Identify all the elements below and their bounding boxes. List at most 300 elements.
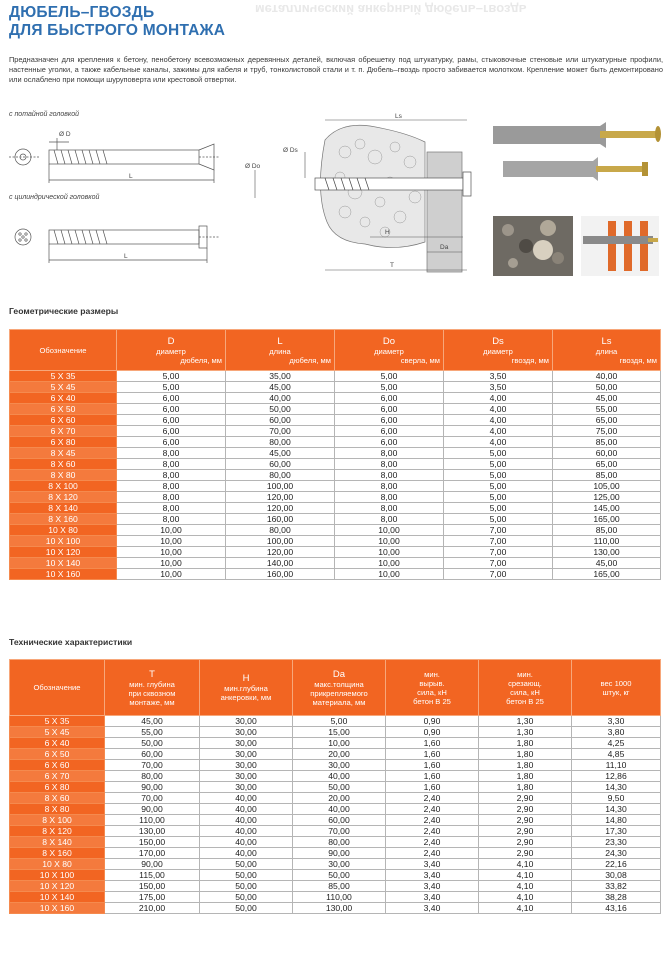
value-cell: 50,00 [226,404,335,415]
dowel-photo-1 [493,122,661,148]
value-cell: 105,00 [553,481,661,492]
value-cell: 6,00 [117,415,226,426]
value-cell: 30,00 [200,749,293,760]
value-cell: 40,00 [200,815,293,826]
dim-l-bottom: L [124,253,128,260]
technical-header-row [10,660,661,716]
value-cell: 4,00 [444,426,553,437]
value-cell: 10,00 [117,569,226,580]
value-cell: 6,00 [117,393,226,404]
value-cell: 4,85 [572,749,661,760]
value-cell: 35,00 [226,371,335,382]
table-row [10,393,661,404]
designation-cell: 6 Х 40 [10,393,117,404]
value-cell: 125,00 [553,492,661,503]
value-cell: 2,90 [479,804,572,815]
designation-cell: 8 Х 140 [10,837,105,848]
designation-cell: 6 Х 60 [10,415,117,426]
value-cell: 1,60 [386,760,479,771]
header-line: монтаже, мм [129,697,175,707]
value-cell: 100,00 [226,481,335,492]
value-cell: 9,50 [572,793,661,804]
value-cell: 90,00 [105,859,200,870]
value-cell: 40,00 [293,804,386,815]
header-line: штук, кг [602,687,630,697]
header-line: Обозначение [33,683,81,692]
value-cell: 8,00 [335,481,444,492]
value-cell: 5,00 [444,448,553,459]
value-cell: 7,00 [444,547,553,558]
header-line: сила, кН [417,687,447,697]
designation-cell: 6 Х 50 [10,404,117,415]
value-cell: 8,00 [335,448,444,459]
value-cell: 150,00 [105,881,200,892]
table-row [10,793,661,804]
designation-cell: 10 Х 100 [10,870,105,881]
value-cell: 50,00 [293,870,386,881]
value-cell: 8,00 [117,459,226,470]
table-row [10,514,661,525]
header-line: анкеровки, мм [220,693,272,702]
dim-d-top: Ø D [59,131,71,138]
value-cell: 1,60 [386,782,479,793]
table-row [10,470,661,481]
mirrored-ghost-text: металлический анкерный дюбель–гвоздь [255,2,527,17]
designation-cell: 6 Х 70 [10,426,117,437]
value-cell: 4,25 [572,738,661,749]
table-row [10,492,661,503]
value-cell: 70,00 [105,793,200,804]
technical-header-cell [293,660,386,716]
value-cell: 100,00 [226,536,335,547]
value-cell: 10,00 [335,558,444,569]
value-cell: 5,00 [117,382,226,393]
table-row [10,881,661,892]
header-symbol: T [149,668,155,680]
value-cell: 2,90 [479,815,572,826]
value-cell: 20,00 [293,749,386,760]
header-line: срезающ. [508,678,542,688]
table-row [10,738,661,749]
value-cell: 8,00 [335,470,444,481]
designation-cell: 10 Х 80 [10,525,117,536]
header-line: вырыв. [419,678,445,688]
designation-cell: 10 Х 140 [10,558,117,569]
value-cell: 5,00 [444,459,553,470]
value-cell: 30,00 [200,760,293,771]
designation-cell: 10 Х 140 [10,892,105,903]
value-cell: 130,00 [553,547,661,558]
designation-cell: 5 Х 45 [10,727,105,738]
header-line: диаметр [374,346,404,356]
value-cell: 6,00 [335,404,444,415]
value-cell: 8,00 [335,492,444,503]
table-row [10,716,661,727]
value-cell: 50,00 [200,903,293,914]
designation-cell: 6 Х 70 [10,771,105,782]
value-cell: 6,00 [335,393,444,404]
designation-cell: 8 Х 140 [10,503,117,514]
value-cell: 3,40 [386,903,479,914]
value-cell: 50,00 [200,892,293,903]
value-cell: 4,10 [479,881,572,892]
title-line-1: ДЮБЕЛЬ–ГВОЗДЬ [9,4,155,21]
value-cell: 1,30 [479,727,572,738]
header-line: вес 1000 [600,678,632,688]
header-line: дюбеля, мм [180,355,222,365]
table-row [10,727,661,738]
value-cell: 10,00 [293,738,386,749]
header-symbol: L [277,335,283,347]
value-cell: 1,80 [479,771,572,782]
value-cell: 43,16 [572,903,661,914]
value-cell: 30,08 [572,870,661,881]
header-line: макс.толщина [314,679,364,689]
value-cell: 10,00 [117,558,226,569]
value-cell: 2,90 [479,848,572,859]
value-cell: 50,00 [553,382,661,393]
value-cell: 80,00 [293,837,386,848]
value-cell: 50,00 [200,870,293,881]
value-cell: 2,40 [386,815,479,826]
dim-t: T [390,262,394,269]
header-line: гвоздя, мм [511,355,549,365]
value-cell: 5,00 [293,716,386,727]
value-cell: 5,00 [335,382,444,393]
designation-cell: 8 Х 60 [10,793,105,804]
header-symbol: Ds [492,335,504,347]
designation-cell: 6 Х 80 [10,437,117,448]
table-row [10,371,661,382]
value-cell: 5,00 [444,470,553,481]
value-cell: 14,30 [572,782,661,793]
table-row [10,826,661,837]
value-cell: 4,00 [444,404,553,415]
value-cell: 8,00 [335,459,444,470]
designation-cell: 10 Х 160 [10,569,117,580]
table-row [10,503,661,514]
value-cell: 40,00 [200,837,293,848]
value-cell: 22,16 [572,859,661,870]
value-cell: 65,00 [553,415,661,426]
dim-h: H [385,229,390,236]
value-cell: 55,00 [105,727,200,738]
table-row [10,525,661,536]
technical-header-cell [200,660,293,716]
header-line: мин. [517,669,533,679]
header-line: длина [269,346,291,356]
value-cell: 4,10 [479,859,572,870]
value-cell: 33,82 [572,881,661,892]
geometry-header-row [10,330,661,371]
value-cell: 1,80 [479,760,572,771]
value-cell: 90,00 [293,848,386,859]
title-line-2: ДЛЯ БЫСТРОГО МОНТАЖА [9,22,226,39]
value-cell: 3,40 [386,881,479,892]
value-cell: 45,00 [226,382,335,393]
value-cell: 6,00 [117,404,226,415]
table-row [10,859,661,870]
value-cell: 3,80 [572,727,661,738]
value-cell: 10,00 [117,547,226,558]
header-line: сила, кН [510,687,540,697]
header-symbol: D [167,335,175,347]
value-cell: 55,00 [553,404,661,415]
dim-da: Da [440,244,449,251]
table-row [10,481,661,492]
geometry-header-cell [335,330,444,371]
designation-cell: 10 Х 100 [10,536,117,547]
value-cell: 120,00 [226,503,335,514]
concrete-sample-photo [493,216,573,276]
geometry-header-cell [117,330,226,371]
table-row [10,760,661,771]
value-cell: 3,40 [386,870,479,881]
value-cell: 110,00 [105,815,200,826]
value-cell: 7,00 [444,525,553,536]
value-cell: 1,80 [479,782,572,793]
value-cell: 5,00 [444,481,553,492]
designation-cell: 5 Х 45 [10,382,117,393]
value-cell: 1,80 [479,738,572,749]
value-cell: 30,00 [200,782,293,793]
value-cell: 8,00 [117,503,226,514]
designation-cell: 8 Х 120 [10,492,117,503]
value-cell: 7,00 [444,558,553,569]
value-cell: 23,30 [572,837,661,848]
header-line: бетон В 25 [413,696,451,706]
value-cell: 17,30 [572,826,661,837]
header-line: мин. [424,669,440,679]
table-row [10,848,661,859]
value-cell: 75,00 [553,426,661,437]
header-symbol: Do [382,335,396,347]
designation-cell: 5 Х 35 [10,716,105,727]
designation-cell: 8 Х 80 [10,804,105,815]
dim-ds: Ø Ds [283,147,298,154]
value-cell: 30,00 [200,771,293,782]
installed-dowel-photo [581,216,659,276]
value-cell: 12,86 [572,771,661,782]
table-row [10,903,661,914]
header-symbol: H [242,673,250,684]
technical-header-cell [10,660,105,716]
technical-section-title: Технические характеристики [9,637,133,647]
value-cell: 6,00 [335,437,444,448]
value-cell: 5,00 [444,503,553,514]
value-cell: 170,00 [105,848,200,859]
designation-cell: 8 Х 80 [10,470,117,481]
product-photos [488,118,663,278]
cylinder-dowel-drawing [15,226,219,263]
value-cell: 1,60 [386,749,479,760]
value-cell: 60,00 [105,749,200,760]
value-cell: 5,00 [117,371,226,382]
value-cell: 6,00 [335,426,444,437]
value-cell: 4,10 [479,892,572,903]
table-row [10,815,661,826]
designation-cell: 6 Х 80 [10,782,105,793]
value-cell: 50,00 [200,881,293,892]
value-cell: 0,90 [386,727,479,738]
value-cell: 0,90 [386,716,479,727]
value-cell: 8,00 [117,492,226,503]
value-cell: 85,00 [293,881,386,892]
value-cell: 7,00 [444,569,553,580]
geometry-header-cell [444,330,553,371]
value-cell: 40,00 [226,393,335,404]
value-cell: 2,40 [386,826,479,837]
value-cell: 5,00 [444,514,553,525]
value-cell: 80,00 [105,771,200,782]
header-line: прикрепляемого [310,688,368,698]
value-cell: 2,90 [479,826,572,837]
geometry-header-cell [553,330,661,371]
value-cell: 2,40 [386,837,479,848]
value-cell: 40,00 [200,826,293,837]
designation-cell: 8 Х 100 [10,815,105,826]
value-cell: 1,60 [386,738,479,749]
dim-ls: Ls [395,113,402,120]
countersunk-dowel-drawing [9,138,219,183]
value-cell: 30,00 [293,859,386,870]
value-cell: 165,00 [553,569,661,580]
value-cell: 4,00 [444,393,553,404]
value-cell: 45,00 [105,716,200,727]
table-row [10,448,661,459]
value-cell: 40,00 [553,371,661,382]
value-cell: 45,00 [553,393,661,404]
geometry-header-cell [10,330,117,371]
dim-l-top: L [129,173,133,180]
value-cell: 40,00 [200,804,293,815]
technical-header-cell [479,660,572,716]
designation-cell: 8 Х 160 [10,514,117,525]
table-row [10,804,661,815]
designation-cell: 10 Х 160 [10,903,105,914]
header-line: дюбеля, мм [289,355,331,365]
table-row [10,870,661,881]
value-cell: 10,00 [117,536,226,547]
value-cell: 3,40 [386,892,479,903]
value-cell: 110,00 [293,892,386,903]
value-cell: 8,00 [335,514,444,525]
cylinder-head-label: с цилиндрической головкой [9,194,100,201]
value-cell: 7,00 [444,536,553,547]
value-cell: 40,00 [200,848,293,859]
table-row [10,569,661,580]
value-cell: 2,90 [479,837,572,848]
technical-table [9,659,661,914]
technical-header-cell [105,660,200,716]
table-row [10,771,661,782]
value-cell: 24,30 [572,848,661,859]
value-cell: 2,40 [386,848,479,859]
value-cell: 60,00 [226,415,335,426]
value-cell: 60,00 [553,448,661,459]
table-row [10,558,661,569]
value-cell: 3,40 [386,859,479,870]
value-cell: 80,00 [226,525,335,536]
value-cell: 85,00 [553,525,661,536]
value-cell: 130,00 [105,826,200,837]
designation-cell: 8 Х 100 [10,481,117,492]
value-cell: 6,00 [335,415,444,426]
table-row [10,749,661,760]
header-line: материала, мм [312,697,366,707]
value-cell: 65,00 [553,459,661,470]
dowel-photo-2 [503,157,648,181]
designation-cell: 8 Х 120 [10,826,105,837]
value-cell: 160,00 [226,569,335,580]
value-cell: 4,10 [479,903,572,914]
technical-header-cell [572,660,661,716]
value-cell: 5,00 [444,492,553,503]
dim-do: Ø Do [245,163,261,170]
header-line: гвоздя, мм [619,355,657,365]
value-cell: 15,00 [293,727,386,738]
header-symbol: Ls [601,335,612,347]
header-line: мин. глубина [129,679,175,689]
table-row [10,426,661,437]
designation-cell: 8 Х 45 [10,448,117,459]
value-cell: 30,00 [200,727,293,738]
value-cell: 1,80 [479,749,572,760]
table-row [10,536,661,547]
intro-paragraph: Предназначен для крепления к бетону, пенобетону всевозможных деревянных деталей, включая обрешетку под штукатурку, рамы, стыковочные стеновые или штукатурные профили, настенные уголки, а также кабельные каналы, зажимы для кабеля и труб, тонколистовой стали и т. п. Дюбель–гвоздь просто забивается молотком. Крепление может быть демонтировано или ослаблено при помощи шуруповерта или крестовой отвертки. [9,55,663,85]
geometry-section-title: Геометрические размеры [9,306,119,316]
value-cell: 8,00 [117,470,226,481]
value-cell: 2,40 [386,793,479,804]
value-cell: 6,00 [117,426,226,437]
installation-section-drawing [245,112,475,282]
designation-cell: 10 Х 120 [10,881,105,892]
value-cell: 10,00 [335,547,444,558]
value-cell: 140,00 [226,558,335,569]
designation-cell: 8 Х 160 [10,848,105,859]
value-cell: 165,00 [553,514,661,525]
value-cell: 90,00 [105,804,200,815]
value-cell: 6,00 [117,437,226,448]
designation-cell: 6 Х 50 [10,749,105,760]
page-title [9,4,225,40]
table-row [10,404,661,415]
value-cell: 8,00 [117,448,226,459]
value-cell: 45,00 [553,558,661,569]
value-cell: 90,00 [105,782,200,793]
value-cell: 70,00 [226,426,335,437]
table-row [10,892,661,903]
value-cell: 3,50 [444,371,553,382]
header-line: длина [595,346,618,356]
value-cell: 70,00 [293,826,386,837]
value-cell: 4,00 [444,437,553,448]
table-row [10,782,661,793]
header-line: при сквозном [128,688,176,698]
table-row [10,382,661,393]
value-cell: 30,00 [293,760,386,771]
dowel-drawings [9,120,249,270]
value-cell: 145,00 [553,503,661,514]
value-cell: 85,00 [553,470,661,481]
table-row [10,837,661,848]
header-line: бетон В 25 [506,696,544,706]
value-cell: 38,28 [572,892,661,903]
value-cell: 40,00 [200,793,293,804]
value-cell: 80,00 [226,470,335,481]
table-row [10,415,661,426]
value-cell: 1,60 [386,771,479,782]
